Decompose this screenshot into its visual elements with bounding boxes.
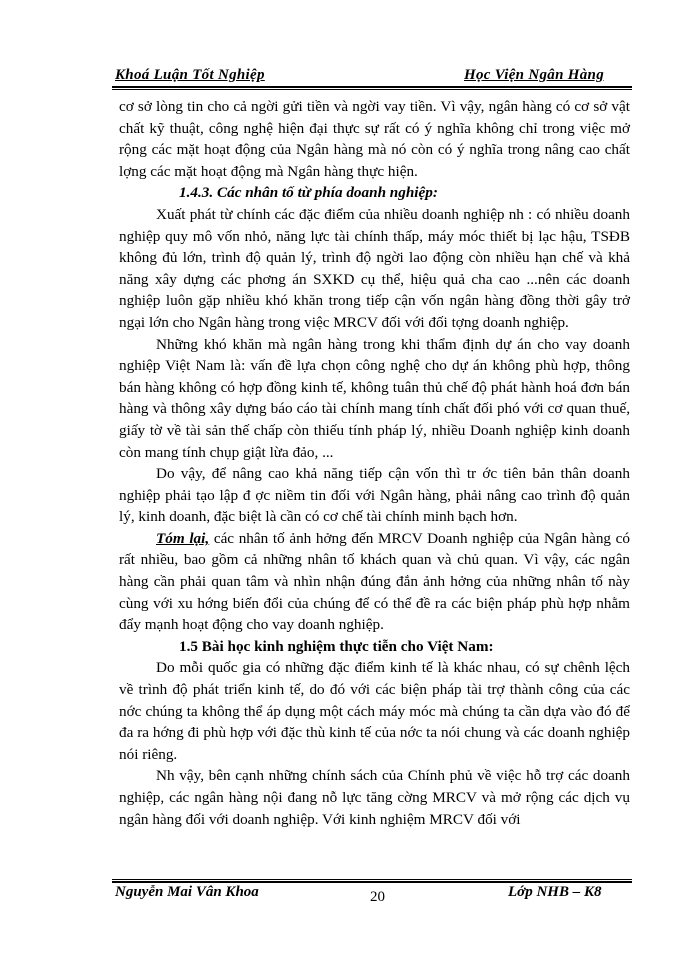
footer-class: Lớp NHB – K8 <box>508 884 602 900</box>
paragraph-5-text: các nhân tố ảnh hởng đến MRCV Doanh nghiệp của Ngân hàng có rất nhiều, bao gồm cả những nhân tố khách quan và chủ quan. Vì vậy, các ngân hàng cần phải quan tâm và nhìn nhận đúng đắn ảnh hởng của những nhân tố này cùng với xu hớng biến đổi của chúng để có thể đề ra các biện pháp phù hợp nhằm đẩy mạnh hoạt động cho vay doanh nghiệp. <box>119 529 630 634</box>
footer-rule-thin <box>112 879 632 880</box>
footer-author: Nguyễn Mai Vân Khoa <box>115 884 259 900</box>
paragraph-5 <box>119 528 630 636</box>
header-right-title: Học Viện Ngân Hàng <box>464 67 605 83</box>
section-heading-1-5: 1.5 Bài học kinh nghiệm thực tiễn cho Việt Nam: <box>179 637 494 655</box>
paragraph-3: Những khó khăn mà ngân hàng trong khi thẩm định dự án cho vay doanh nghiệp Việt Nam là: vấn đề lựa chọn công nghệ cho dự án không phù hợp, thông bán hàng không có hợp đồng kinh tế, không tuân thủ chế độ phát hành hoá đơn bán hàng và thông xây dựng báo cáo tài chính mang tính chất đối phó với cơ quan thuế, giấy tờ về tài sản thế chấp còn thiếu tính pháp lý, nhiều Doanh nghiệp kinh doanh còn mang tính chụp giật lừa đảo, ... <box>119 335 630 461</box>
summary-lead: Tóm lại, <box>156 529 210 547</box>
header-rule <box>112 86 632 88</box>
paragraph-1: cơ sở lòng tin cho cả ngời gửi tiền và ngời vay tiền. Vì vậy, ngân hàng có cơ sở vật chất kỹ thuật, công nghệ hiện đại thực sự rất có ý nghĩa không chỉ trong việc mở rộng các mặt hoạt động của Ngân hàng mà nó còn có ý nghĩa trong nâng cao chất lợng các mặt hoạt động mà Ngân hàng thực hiện. <box>119 98 630 180</box>
paragraph-7: Nh vậy, bên cạnh những chính sách của Chính phủ về việc hỗ trợ các doanh nghiệp, các ngân hàng nội đang nỗ lực tăng cờng MRCV và mở rộng các dịch vụ ngân hàng đối với doanh nghiệp. Với kinh nghiệm MRCV đối với <box>119 767 630 828</box>
header-left-title: Khoá Luận Tốt Nghiệp <box>115 67 265 83</box>
header-rule-thin <box>112 89 632 90</box>
page-body <box>119 96 630 830</box>
section-heading-1-4-3: 1.4.3. Các nhân tố từ phía doanh nghiệp: <box>179 184 438 202</box>
paragraph-6: Do mỗi quốc gia có những đặc điểm kinh tế là khác nhau, có sự chênh lệch về trình độ phát triển kinh tế, do đó với các biện pháp tài trợ thành công của các nớc chúng ta không thể áp dụng một cách máy móc mà chúng ta cần dựa vào đó để đa ra hớng đi phù hợp với đặc thù kinh tế của nớc ta nói chung và các doanh nghiệp nói riêng. <box>119 659 630 763</box>
page-number: 20 <box>370 889 385 905</box>
footer-rule <box>112 881 632 883</box>
paragraph-2: Xuất phát từ chính các đặc điểm của nhiều doanh nghiệp nh : có nhiều doanh nghiệp quy mô vốn nhỏ, năng lực tài chính thấp, máy móc thiết bị lạc hậu, TSĐB không đủ lớn, trình độ quản lý, trình độ ngời lao động còn nhiều hạn chế và khả năng xây dựng các phơng án SXKD cụ thể, hiệu quả cha cao ...nên các doanh nghiệp luôn gặp nhiều khó khăn trong tiếp cận vốn ngân hàng đồng thời gây trở ngại lớn cho Ngân hàng trong việc MRCV đối với đối tợng doanh nghiệp. <box>119 205 630 331</box>
paragraph-4: Do vậy, để nâng cao khả năng tiếp cận vốn thì tr ớc tiên bản thân doanh nghiệp phải tạo lập đ ợc niềm tin đối với Ngân hàng, phải nâng cao trình độ quản lý, kinh doanh, đặc biệt là cần có cơ chế tài chính minh bạch hơn. <box>119 465 630 526</box>
